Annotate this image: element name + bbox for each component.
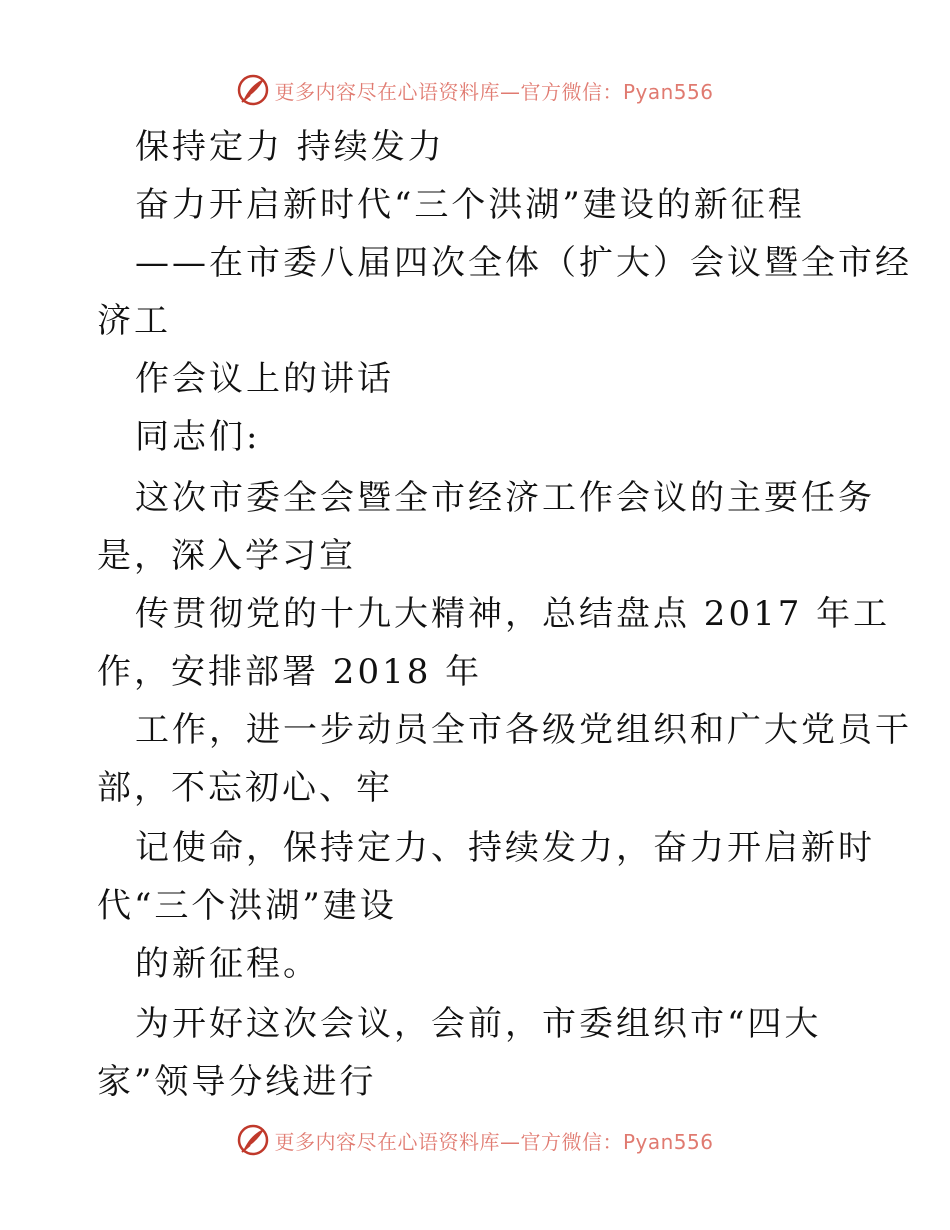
doc-line: 为开好这次会议，会前，市委组织市“四大 [135,1004,822,1044]
doc-line: 这次市委全会暨全市经济工作会议的主要任务 [135,478,875,518]
doc-line: 家”领导分线进行 [97,1062,377,1102]
doc-line: 的新征程。 [135,944,320,984]
doc-line: 传贯彻党的十九大精神，总结盘点 2017 年工 [135,594,891,634]
doc-line: 代“三个洪湖”建设 [97,886,397,926]
watermark-text: 更多内容尽在心语资料库—官方微信：Pyan556 [274,1129,714,1154]
watermark-header [0,70,950,110]
quill-pen-logo-icon [236,73,270,107]
doc-line: 同志们: [135,417,261,457]
doc-line: 奋力开启新时代“三个洪湖”建设的新征程 [135,185,805,225]
doc-line: 部，不忘初心、牢 [97,768,393,808]
doc-line: ——在市委八届四次全体（扩大）会议暨全市经 [135,243,912,283]
doc-line: 是，深入学习宣 [97,536,356,576]
watermark-footer [0,1120,950,1160]
doc-line: 作会议上的讲话 [135,359,394,399]
doc-line: 作，安排部署 2018 年 [97,652,483,692]
quill-pen-logo-icon [236,1123,270,1157]
doc-line: 保持定力 持续发力 [135,127,445,167]
watermark-text: 更多内容尽在心语资料库—官方微信：Pyan556 [274,79,714,104]
doc-line: 记使命，保持定力、持续发力，奋力开启新时 [135,828,875,868]
doc-line: 济工 [97,301,171,341]
doc-line: 工作，进一步动员全市各级党组织和广大党员干 [135,710,912,750]
